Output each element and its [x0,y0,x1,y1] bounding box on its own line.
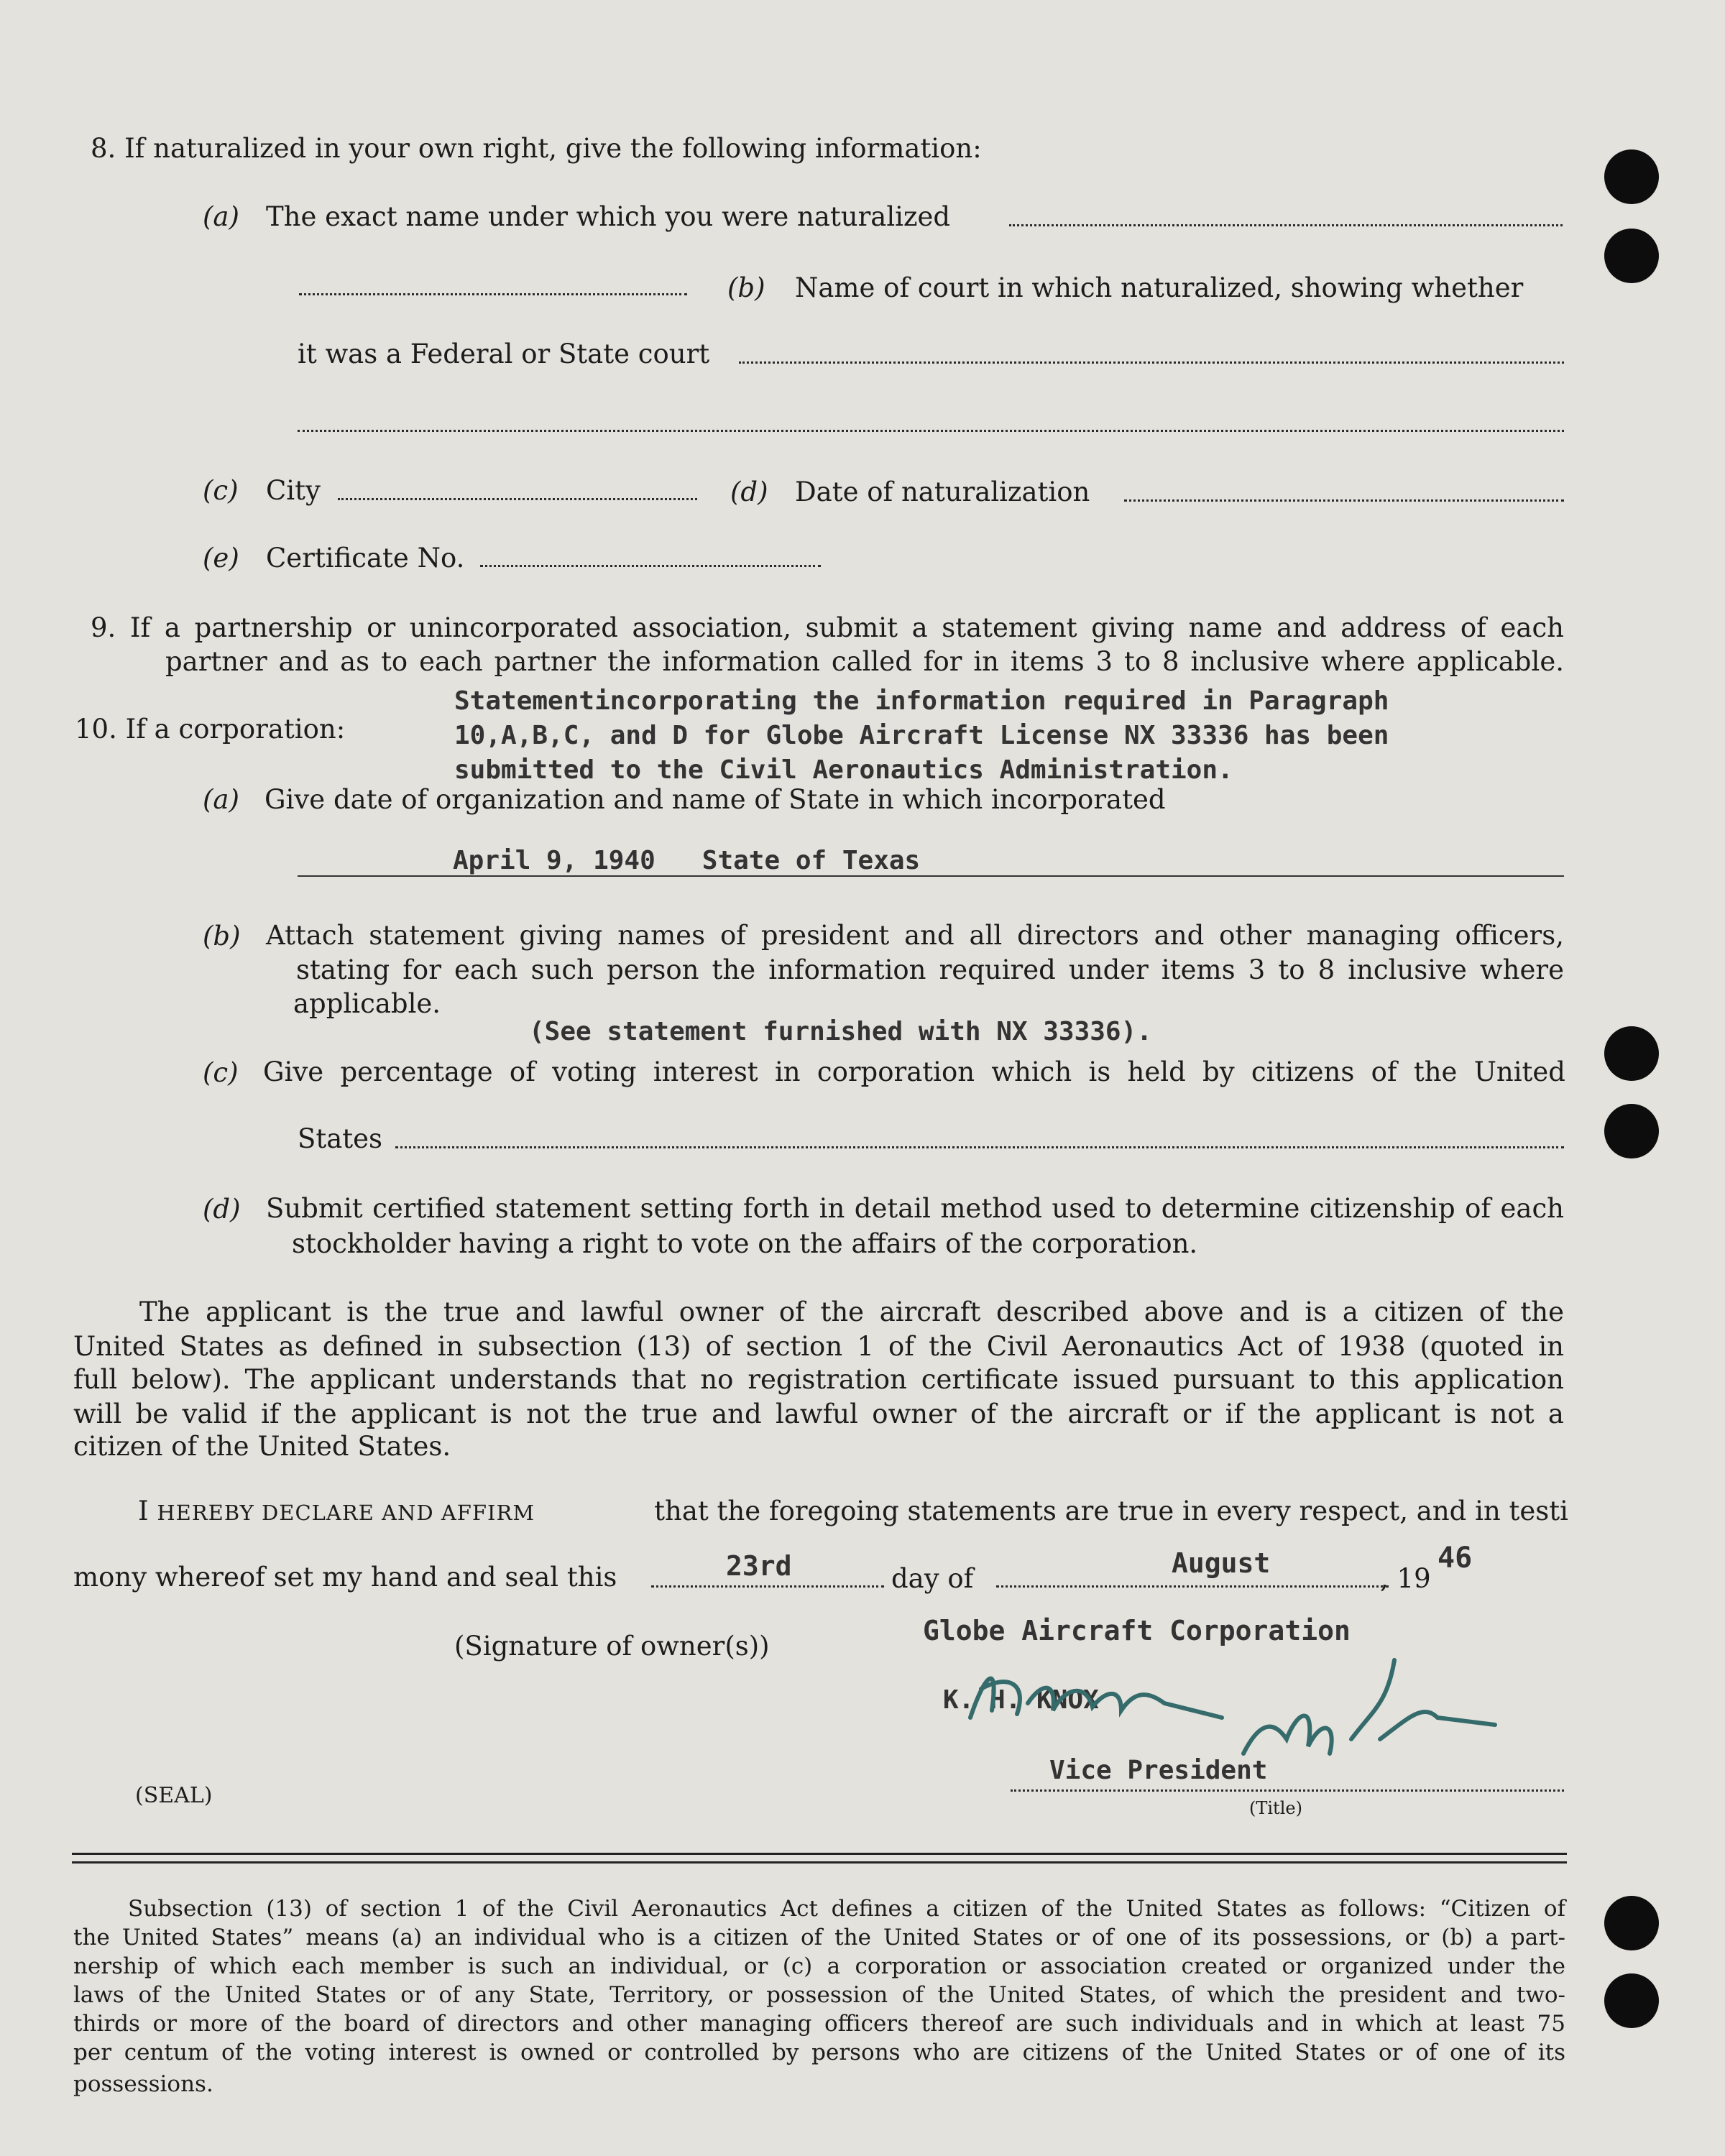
signature-label: (Signature of owner(s)) [454,1631,770,1662]
item10-d-line1: Submit certified statement setting forth in detail method used to determine citizenship of each [266,1193,1564,1224]
footer-line6: per centum of the voting interest is owned or controlled by persons who are citizens of the United States or of one of its [73,2040,1565,2065]
item8-a-field-cont[interactable] [299,293,687,295]
footer-line3: nership of which each member is such an individual, or (c) a corporation or association created or organized under the [73,1953,1565,1979]
item8-certificate-field[interactable] [480,565,821,567]
affirm-prefix: I [138,1496,157,1526]
declaration-line1: The applicant is the true and lawful owner of the aircraft described above and is a citizen of the [139,1296,1564,1327]
item8-e-letter: (e) [203,543,239,573]
item10-typed-line2: 10,A,B,C, and D for Globe Aircraft License NX 33336 has been [454,721,1389,750]
item9-line1: 9. If a partnership or unincorporated association, submit a statement giving name and address of each [91,612,1564,643]
item10-c-letter: (c) [203,1057,239,1088]
affirm-line1 [138,1498,1568,1524]
item8-c-letter: (c) [203,475,239,506]
handwritten-signature[interactable] [949,1631,1524,1775]
item10-a-label: Give date of organization and name of State in which incorporated [264,784,1166,815]
affirm-smallcaps: HEREBY DECLARE AND AFFIRM [157,1501,535,1525]
year-prefix: , 19 [1380,1563,1431,1594]
item10-a-field[interactable] [298,875,1564,877]
footer-line5: thirds or more of the board of directors and other managing officers thereof are such individuals and in which at least 75 [73,2011,1565,2037]
item8-city-field[interactable] [338,498,697,500]
item8-date-field[interactable] [1124,499,1564,502]
item10-heading: 10. If a corporation: [75,714,346,745]
item10-a-letter: (a) [203,784,239,815]
affirm-line2: mony whereof set my hand and seal this [73,1562,617,1593]
item8-a-letter: (a) [203,201,239,232]
item8-d-label: Date of naturalization [795,476,1090,507]
punch-hole [1604,1104,1659,1158]
day-value: 23rd [726,1550,792,1582]
footer-line4: laws of the United States or of any State, Territory, or possession of the United States, of which the president and two- [73,1982,1565,2008]
punch-hole [1604,149,1659,204]
affirm-rest: that the foregoing statements are true in every respect, and in testi [654,1496,1568,1526]
item10-b-line1: Attach statement giving names of president and all directors and other managing officers, [266,920,1564,951]
item8-d-letter: (d) [730,476,768,507]
item10-a-value: April 9, 1940 State of Texas [453,846,921,875]
item8-c-label: City [266,475,321,506]
item10-b-line2: stating for each such person the information required under items 3 to 8 inclusive where [296,954,1564,985]
day-field[interactable] [651,1585,884,1588]
divider-rule-bottom [72,1861,1567,1864]
signature-title-value: Vice President [1049,1756,1268,1785]
divider-rule-top [72,1853,1567,1855]
signature-company: Globe Aircraft Corporation [923,1615,1351,1646]
item10-b-typed: (See statement furnished with NX 33336). [529,1017,1152,1046]
item10-d-letter: (d) [203,1194,241,1225]
declaration-line2: United States as defined in subsection (13) of section 1 of the Civil Aeronautics Act of 1938 (quoted in [73,1331,1564,1362]
month-value: August [1172,1547,1271,1579]
item10-c-field[interactable] [395,1146,1564,1148]
year-value: 46 [1438,1542,1473,1575]
footer-line1: Subsection (13) of section 1 of the Civil Aeronautics Act defines a citizen of the United States as follows: “Citizen of [128,1896,1565,1922]
item8-b-field-cont[interactable] [298,430,1564,432]
item8-b-label: Name of court in which naturalized, showing whether [795,272,1524,303]
month-field[interactable] [996,1585,1389,1588]
title-field[interactable] [1011,1789,1564,1792]
punch-hole [1604,1973,1659,2028]
signature-name: K. H. KNOX [943,1685,1099,1715]
title-label: (Title) [1249,1798,1302,1818]
declaration-line4: will be valid if the applicant is not the true and lawful owner of the aircraft or if the applicant is not a [73,1399,1564,1429]
item9-line2: partner and as to each partner the information called for in items 3 to 8 inclusive where applicable. [165,646,1564,677]
item8-e-label: Certificate No. [266,543,465,573]
footer-line7: possessions. [73,2071,213,2097]
item8-heading: 8. If naturalized in your own right, give the following information: [91,133,982,164]
declaration-line3: full below). The applicant understands that no registration certificate issued pursuant to this application [73,1364,1564,1395]
item10-c-line1: Give percentage of voting interest in corporation which is held by citizens of the United [263,1056,1565,1087]
day-of-label: day of [891,1563,974,1594]
punch-hole [1604,229,1659,283]
item8-b-field[interactable] [739,361,1564,364]
item8-b-label2: it was a Federal or State court [298,338,710,369]
item10-typed-line1: Statementincorporating the information required in Paragraph [454,686,1389,716]
item10-c-line2: States [298,1123,383,1154]
item8-a-field[interactable] [1009,224,1563,226]
seal-label: (SEAL) [135,1783,213,1808]
punch-hole [1604,1026,1659,1081]
item10-d-line2: stockholder having a right to vote on the affairs of the corporation. [292,1228,1198,1259]
item10-b-letter: (b) [203,921,241,952]
item10-b-line3: applicable. [293,988,441,1019]
punch-hole [1604,1896,1659,1950]
footer-line2: the United States” means (a) an individual who is a citizen of the United States or of one of its possessions, or (b) a part- [73,1925,1565,1950]
item10-typed-line3: submitted to the Civil Aeronautics Administration. [454,755,1233,785]
declaration-line5: citizen of the United States. [73,1431,451,1462]
item8-a-label: The exact name under which you were naturalized [266,201,951,232]
item8-b-letter: (b) [727,272,765,303]
